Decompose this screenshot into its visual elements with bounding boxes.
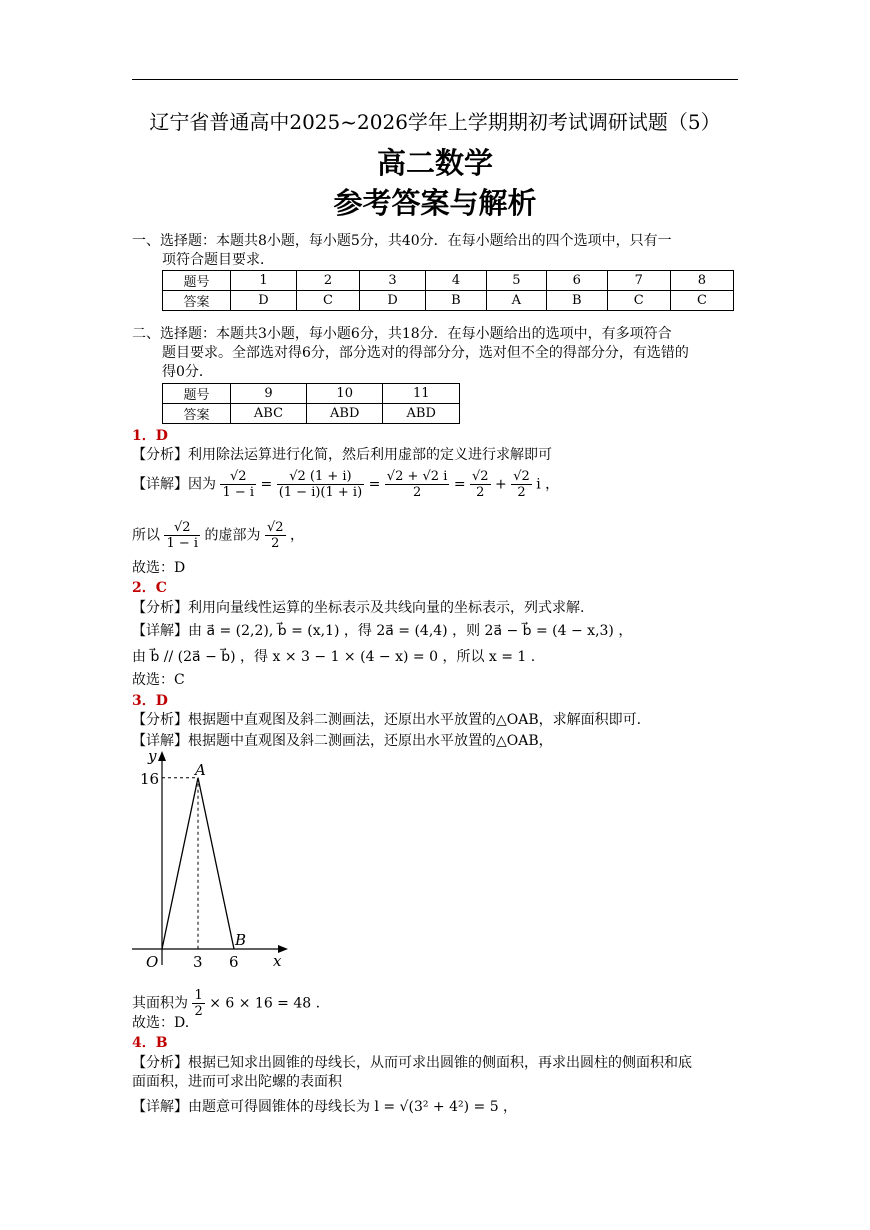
table-cell: 题号 [163, 384, 231, 404]
x-tick-label-3: 3 [193, 953, 203, 971]
q1-heading: 1．D [132, 428, 168, 444]
q1-fraction-7: $\frac{√2}{2}$ [266, 520, 284, 551]
q1-detail: 【详解】因为 $\frac{√2}{1 - i}$ = $\frac{√2 (1 + i)}{(1 - i)(1 + i)}$ = $\frac{√2 + √2 i}{2}$ = $\frac{√2}{2}$ + $\frac{√2}{2}$ i ， [132, 469, 560, 500]
q2-choice: 故选：C [132, 672, 185, 688]
q4-analysis-2: 面面积，进而可求出陀螺的表面积 [132, 1074, 342, 1090]
table-cell: B [426, 291, 487, 311]
point-b-label: B [235, 931, 247, 949]
q1-fraction-4: $\frac{√2}{2}$ [472, 469, 489, 500]
table-cell: C [296, 291, 359, 311]
y-tick-label: 16 [140, 769, 160, 788]
table-cell: 9 [231, 384, 307, 404]
section1-line1: 一、选择题：本题共8小题，每小题5分，共40分．在每小题给出的四个选项中，只有一 [132, 233, 672, 249]
q2-analysis: 【分析】利用向量线性运算的坐标表示及共线向量的坐标表示，列式求解. [132, 600, 585, 616]
section2-line3: 得0分． [162, 364, 213, 380]
x-axis-label: x [273, 952, 282, 970]
table-cell: 4 [426, 271, 487, 291]
q1-fraction-3: $\frac{√2 + √2 i}{2}$ [386, 469, 448, 500]
q3-area: 其面积为 $\frac{1}{2}$ × 6 × 16 = 48 . [132, 988, 321, 1019]
table-row [163, 291, 734, 311]
q3-choice: 故选：D. [132, 1015, 190, 1031]
q1-fraction-6: $\frac{√2}{1 - i}$ [166, 520, 199, 551]
q1-fraction-5: $\frac{√2}{2}$ [513, 469, 530, 500]
answer-table-2 [162, 383, 460, 424]
triangle-figure [130, 745, 300, 975]
section2-line1: 二、选择题：本题共3小题，每小题6分，共18分．在每小题给出的选项中，有多项符合 [132, 326, 672, 342]
section1-line2: 项符合题目要求． [162, 252, 274, 268]
q2-detail-2: 由 b⃗ // (2a⃗ − b⃗) ，得 x × 3 − 1 × (4 − x) = 0 ，所以 x = 1 . [132, 649, 536, 665]
table-cell: D [231, 291, 297, 311]
table-cell: 11 [383, 384, 460, 404]
table-cell: 答案 [163, 404, 231, 424]
q1-conclusion: 所以 $\frac{√2}{1 - i}$ 的虚部为 $\frac{√2}{2}$ ， [132, 520, 304, 551]
q4-detail: 【详解】由题意可得圆锥体的母线长为 l = √(3² + 4²) = 5 ， [132, 1099, 518, 1115]
table-cell: ABD [383, 404, 460, 424]
top-rule [132, 79, 738, 80]
table-cell: ABC [231, 404, 307, 424]
table-cell: 6 [546, 271, 607, 291]
table-cell: 3 [360, 271, 426, 291]
table-cell: 答案 [163, 291, 231, 311]
answer-table-1 [162, 270, 734, 311]
point-a-label: A [195, 760, 206, 779]
q2-heading: 2．C [132, 580, 167, 596]
table-row [163, 384, 460, 404]
section2-line2: 题目要求。全部选对得6分，部分选对的得部分分，选对但不全的得部分分，有选错的 [162, 345, 689, 361]
table-cell: 5 [486, 271, 546, 291]
table-cell: 8 [670, 271, 733, 291]
table-cell: 10 [306, 384, 383, 404]
x-tick-label-6: 6 [229, 953, 239, 971]
table-cell: D [360, 291, 426, 311]
table-cell: B [546, 291, 607, 311]
q1-fraction-2: $\frac{√2 (1 + i)}{(1 - i)(1 + i)}$ [278, 469, 363, 500]
q3-analysis: 【分析】根据题中直观图及斜二测画法，还原出水平放置的△OAB，求解面积即可. [132, 712, 642, 728]
y-axis-label: y [148, 747, 157, 765]
exam-title: 辽宁省普通高中2025~2026学年上学期期初考试调研试题（5） [149, 110, 721, 134]
q3-detail: 【详解】根据题中直观图及斜二测画法，还原出水平放置的△OAB， [132, 733, 553, 749]
subject-title: 高二数学 [376, 146, 493, 180]
q3-fraction-half: $\frac{1}{2}$ [194, 988, 203, 1019]
table-cell: ABD [306, 404, 383, 424]
q1-detail-label: 【详解】因为 [132, 476, 216, 493]
table-row [163, 404, 460, 424]
table-cell: 题号 [163, 271, 231, 291]
origin-label: O [146, 953, 159, 971]
table-cell: 2 [296, 271, 359, 291]
table-cell: C [670, 291, 733, 311]
section1-intro [132, 232, 738, 270]
q1-fraction-1: $\frac{√2}{1 - i}$ [222, 469, 255, 500]
table-row [163, 271, 734, 291]
q2-detail: 【详解】由 a⃗ = (2,2), b⃗ = (x,1) ，得 2a⃗ = (4,4) ，则 2a⃗ − b⃗ = (4 − x,3) ， [132, 623, 633, 639]
q1-choice: 故选：D [132, 560, 186, 576]
table-cell: A [486, 291, 546, 311]
table-cell: C [607, 291, 670, 311]
q1-analysis: 【分析】利用除法运算进行化简，然后利用虚部的定义进行求解即可 [132, 447, 552, 463]
q4-analysis-1: 【分析】根据已知求出圆锥的母线长，从而可求出圆锥的侧面积，再求出圆柱的侧面积和底 [132, 1055, 692, 1071]
q3-heading: 3．D [132, 693, 168, 709]
section2-intro [132, 325, 738, 382]
q4-heading: 4．B [132, 1035, 168, 1051]
y-axis-arrow [158, 751, 166, 761]
table-cell: 7 [607, 271, 670, 291]
answer-title: 参考答案与解析 [333, 186, 537, 220]
table-cell: 1 [231, 271, 297, 291]
